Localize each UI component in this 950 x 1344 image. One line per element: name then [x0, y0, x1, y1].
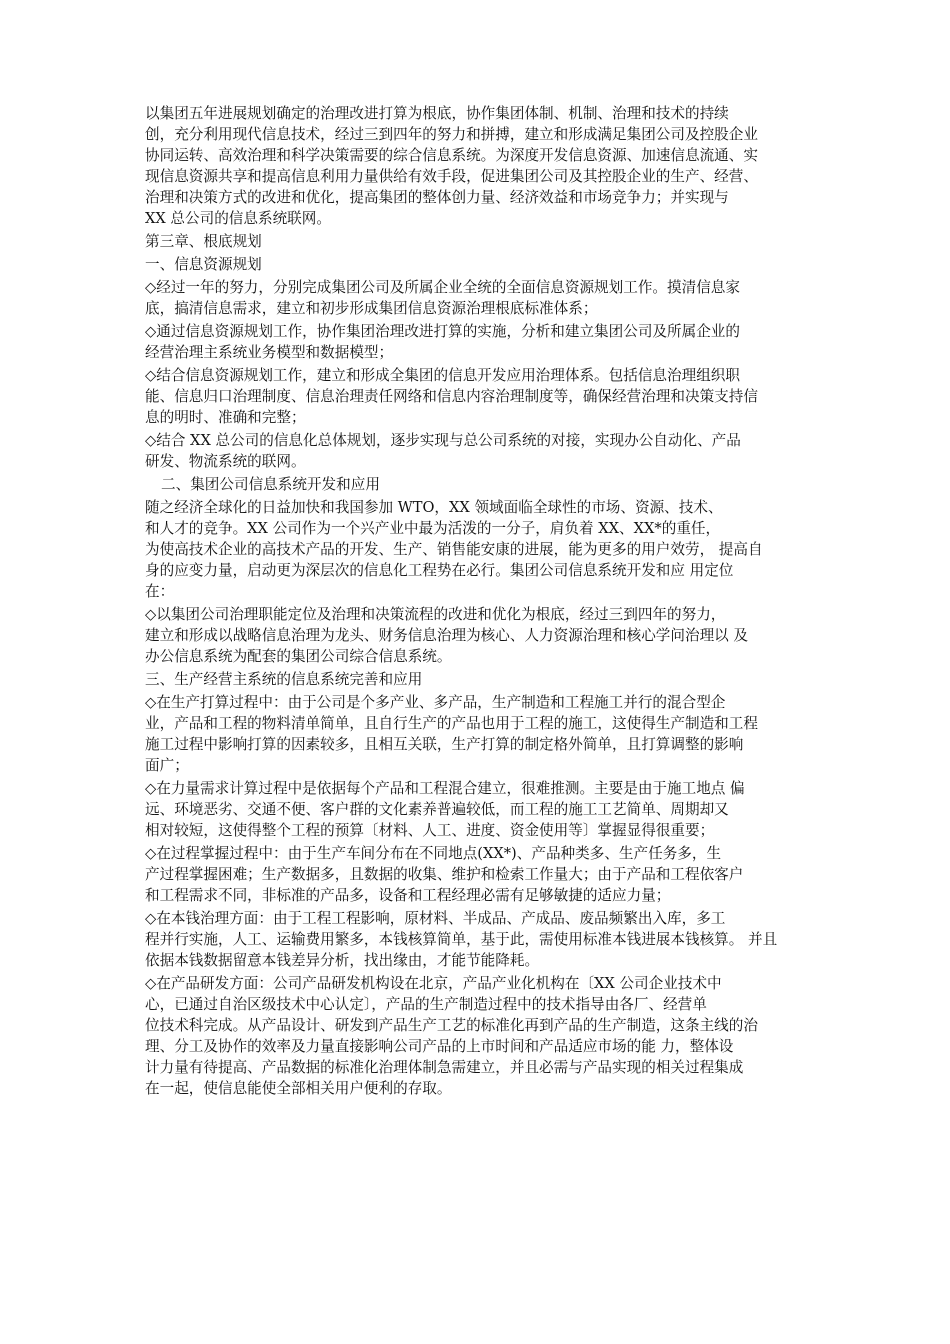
paragraph-s1-item3 [145, 365, 825, 428]
paragraph-s1-item4 [145, 430, 825, 472]
text-line: ◇在力量需求计算过程中是依据每个产品和工程混合建立，很难推测。主要是由于施工地点 偏 [145, 780, 745, 797]
paragraph-s2-item1 [145, 604, 825, 667]
text-line: 息的明时、准确和完整； [145, 409, 306, 426]
text-line: 协同运转、高效治理和科学决策需要的综合信息系统。为深度开发信息资源、加速信息流通、实 [145, 147, 758, 164]
text-line: ◇结合信息资源规划工作，建立和形成全集团的信息开发应用治理体系。包括信息治理组织职 [145, 367, 740, 384]
paragraph-s3-item1 [145, 692, 825, 776]
text-line: 程并行实施，人工、运输费用繁多，本钱核算简单，基于此，需使用标准本钱进展本钱核算。 并且 [145, 931, 778, 948]
text-line: ◇在生产打算过程中：由于公司是个多产业、多产品，生产制造和工程施工并行的混合型企 [145, 694, 726, 711]
text-line: ◇在本钱治理方面：由于工程工程影响，原材料、半成品、产成品、废品频繁出入库，多工 [145, 910, 726, 927]
text-line: 能、信息归口治理制度、信息治理责任网络和信息内容治理制度等，确保经营治理和决策支持信 [145, 388, 758, 405]
text-line: 身的应变力量，启动更为深层次的信息化工程势在必行。集团公司信息系统开发和应 用定位 [145, 562, 734, 579]
text-line: 和工程需求不同，非标准的产品多，设备和工程经理必需有足够敏捷的适应力量； [145, 887, 671, 904]
text-line: 底，搞清信息需求，建立和初步形成集团信息资源治理根底标准体系； [145, 300, 598, 317]
text-line: 面广； [145, 757, 189, 774]
text-line: 计力量有待提高、产品数据的标准化治理体制急需建立，并且必需与产品实现的相关过程集成 [145, 1059, 744, 1076]
text-line: 和人才的竞争。XX 公司作为一个兴产业中最为活泼的一分子，肩负着 XX、XX*的重任， [145, 520, 721, 537]
text-line: 在一起，使信息能使全部相关用户便利的存取。 [145, 1080, 452, 1097]
text-line: 依据本钱数据留意本钱差异分析，找出缘由，才能节能降耗。 [145, 952, 540, 969]
paragraph-s3-item5 [145, 973, 825, 1099]
paragraph-s3-item2 [145, 778, 825, 841]
text-line: ◇通过信息资源规划工作，协作集团治理改进打算的实施，分析和建立集团公司及所属企业的 [145, 323, 740, 340]
text-line: 远、环境恶劣、交通不便、客户群的文化素养普遍较低，而工程的施工工艺简单、周期却又 [145, 801, 729, 818]
text-line: 现信息资源共享和提高信息利用力量供给有效手段，促进集团公司及其控股企业的生产、经营、 [145, 168, 758, 185]
text-line: 施工过程中影响打算的因素较多，且相互关联，生产打算的制定格外简单，且打算调整的影响 [145, 736, 744, 753]
text-line: 随之经济全球化的日益加快和我国参加 WTO，XX 领域面临全球性的市场、资源、技术、 [145, 499, 723, 516]
text-line: 业，产品和工程的物料清单简单，且自行生产的产品也用于工程的施工，这使得生产制造和工程 [145, 715, 758, 732]
paragraph-s1-item1 [145, 277, 825, 319]
text-line: 在： [145, 583, 175, 600]
text-line: 研发、物流系统的联网。 [145, 453, 306, 470]
text-line: 建立和形成以战略信息治理为龙头、财务信息治理为核心、人力资源治理和核心学问治理以 及 [145, 627, 748, 644]
text-line: ◇结合 XX 总公司的信息化总体规划，逐步实现与总公司系统的对接，实现办公自动化、产品 [145, 432, 741, 449]
text-line: 经营治理主系统业务模型和数据模型； [145, 344, 394, 361]
text-line: 以集团五年进展规划确定的治理改进打算为根底，协作集团体制、机制、治理和技术的持续 [145, 105, 729, 122]
text-line: 相对较短，这使得整个工程的预算〔材料、人工、进度、资金使用等〕掌握显得很重要； [145, 822, 715, 839]
paragraph-section2 [145, 474, 825, 495]
text-line: 理、分工及协作的效率及力量直接影响公司产品的上市时间和产品适应市场的能 力，整体设 [145, 1038, 734, 1055]
text-line: XX 总公司的信息系统联网。 [145, 210, 331, 227]
text-line: 为使高技术企业的高技术产品的开发、生产、销售能安康的进展，能为更多的用户效劳， 提高自 [145, 541, 763, 558]
document-body [145, 103, 825, 1101]
paragraph-section3 [145, 669, 825, 690]
text-line: ◇在产品研发方面：公司产品研发机构设在北京，产品产业化机构在〔XX 公司企业技术中 [145, 975, 722, 992]
text-line: ◇经过一年的努力，分别完成集团公司及所属企业全统的全面信息资源规划工作。摸清信息家 [145, 279, 740, 296]
text-line: 治理和决策方式的改进和优化，提高集团的整体创力量、经济效益和市场竞争力；并实现与 [145, 189, 729, 206]
paragraph-s1-item2 [145, 321, 825, 363]
paragraph-section1 [145, 254, 825, 275]
text-line: 办公信息系统为配套的集团公司综合信息系统。 [145, 648, 452, 665]
text-line: 二、集团公司信息系统开发和应用 [161, 476, 380, 493]
paragraph-s2-para1 [145, 497, 825, 602]
text-line: 创，充分利用现代信息技术，经过三到四年的努力和拼搏，建立和形成满足集团公司及控股企业 [145, 126, 758, 143]
text-line: 第三章、根底规划 [145, 233, 262, 250]
paragraph-s3-item3 [145, 843, 825, 906]
text-line: ◇在过程掌握过程中：由于生产车间分布在不同地点(XX*)、产品种类多、生产任务多，生 [145, 845, 722, 862]
paragraph-intro [145, 103, 825, 229]
paragraph-s3-item4 [145, 908, 825, 971]
text-line: 三、生产经营主系统的信息系统完善和应用 [145, 671, 423, 688]
text-line: 心，已通过自治区级技术中心认定〕，产品的生产制造过程中的技术指导由各厂、经营单 [145, 996, 707, 1013]
paragraph-chapter3 [145, 231, 825, 252]
text-line: 一、信息资源规划 [145, 256, 262, 273]
text-line: 产过程掌握困难；生产数据多，且数据的收集、维护和检索工作量大；由于产品和工程依客户 [145, 866, 744, 883]
text-line: 位技术科完成。从产品设计、研发到产品生产工艺的标准化再到产品的生产制造，这条主线的治 [145, 1017, 758, 1034]
text-line: ◇以集团公司治理职能定位及治理和决策流程的改进和优化为根底，经过三到四年的努力， [145, 606, 726, 623]
